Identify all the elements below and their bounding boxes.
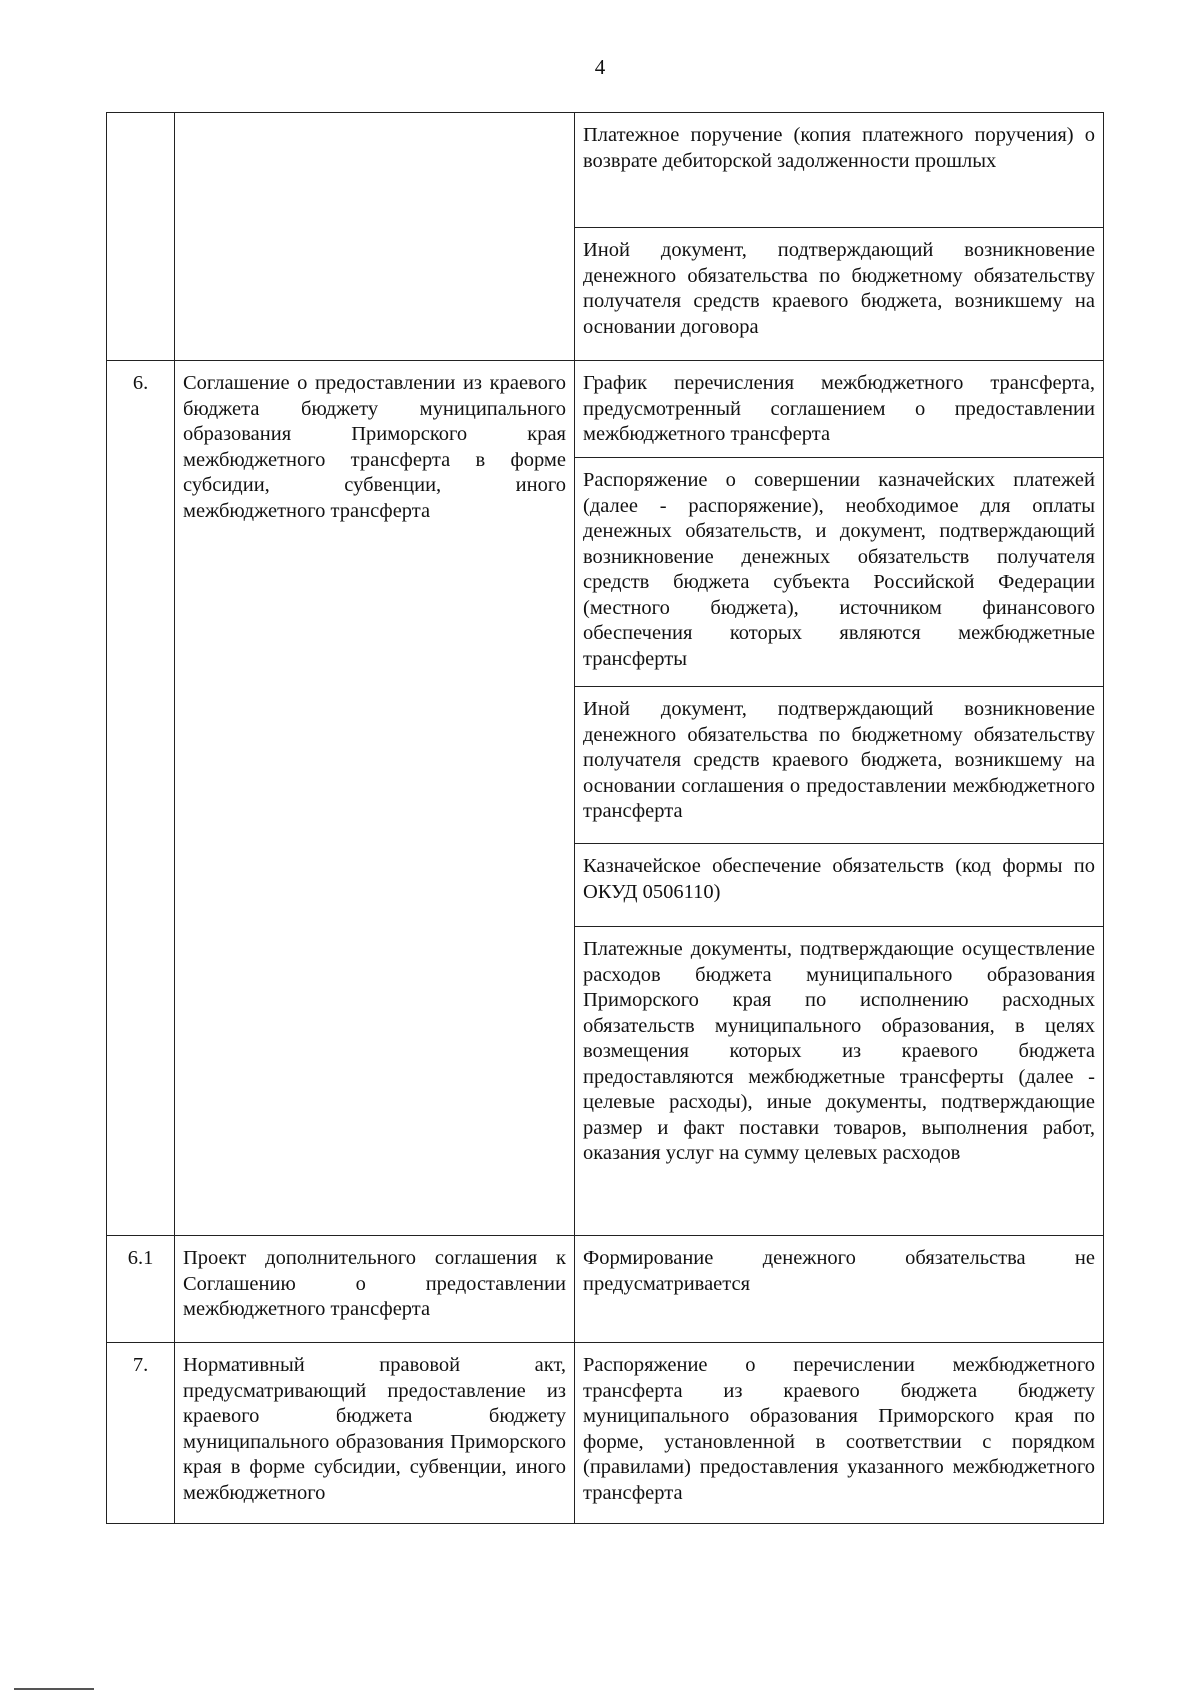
basis-cell: Распоряжение о перечислении межбюджетного трансферта из краевого бюджета бюджету муниципального образования Приморского края по форме, установленной в соответствии с порядком (правилами) предоставления указанного межбюджетного трансферта <box>575 1343 1104 1524</box>
document-cell: Проект дополнительного соглашения к Соглашению о предоставлении межбюджетного трансферта <box>175 1236 575 1343</box>
basis-cell: Платежное поручение (копия платежного поручения) о возврате дебиторской задолженности прошлых <box>575 113 1104 228</box>
document-cell: Соглашение о предоставлении из краевого бюджета бюджету муниципального образования Приморского края межбюджетного трансферта в форме субсидии, субвенции, иного межбюджетного трансферта <box>175 361 575 1236</box>
row-number <box>107 113 175 361</box>
row-number: 6.1 <box>107 1236 175 1343</box>
document-cell <box>175 113 575 361</box>
basis-cell: Казначейское обеспечение обязательств (код формы по ОКУД 0506110) <box>575 844 1104 927</box>
basis-cell: Формирование денежного обязательства не предусматривается <box>575 1236 1104 1343</box>
page-number: 4 <box>594 55 606 79</box>
row-number: 7. <box>107 1343 175 1524</box>
scan-edge-mark <box>14 1688 94 1690</box>
document-cell: Нормативный правовой акт, предусматривающий предоставление из краевого бюджета бюджету муниципального образования Приморского края в форме субсидии, субвенции, иного межбюджетного <box>175 1343 575 1524</box>
row-number: 6. <box>107 361 175 1236</box>
table-row <box>107 1236 1104 1343</box>
table-row <box>107 113 1104 228</box>
documents-table <box>106 112 1104 1524</box>
basis-cell: Иной документ, подтверждающий возникновение денежного обязательства по бюджетному обязательству получателя средств краевого бюджета, возникшему на основании договора <box>575 228 1104 361</box>
basis-cell: График перечисления межбюджетного трансферта, предусмотренный соглашением о предоставлении межбюджетного трансферта <box>575 361 1104 458</box>
basis-cell: Иной документ, подтверждающий возникновение денежного обязательства по бюджетному обязательству получателя средств краевого бюджета, возникшему на основании соглашения о предоставлении межбюджетного трансферта <box>575 687 1104 844</box>
basis-cell: Платежные документы, подтверждающие осуществление расходов бюджета муниципального образования Приморского края по исполнению расходных обязательств муниципального образования, в целях возмещения которых из краевого бюджета предоставляются межбюджетные трансферты (далее - целевые расходы), иные документы, подтверждающие размер и факт поставки товаров, выполнения работ, оказания услуг на сумму целевых расходов <box>575 927 1104 1236</box>
table-row <box>107 1343 1104 1524</box>
table-row <box>107 361 1104 458</box>
basis-cell: Распоряжение о совершении казначейских платежей (далее - распоряжение), необходимое для оплаты денежных обязательств, и документ, подтверждающий возникновение денежных обязательств получателя средств бюджета субъекта Российской Федерации (местного бюджета), источником финансового обеспечения которых являются межбюджетные трансферты <box>575 458 1104 687</box>
